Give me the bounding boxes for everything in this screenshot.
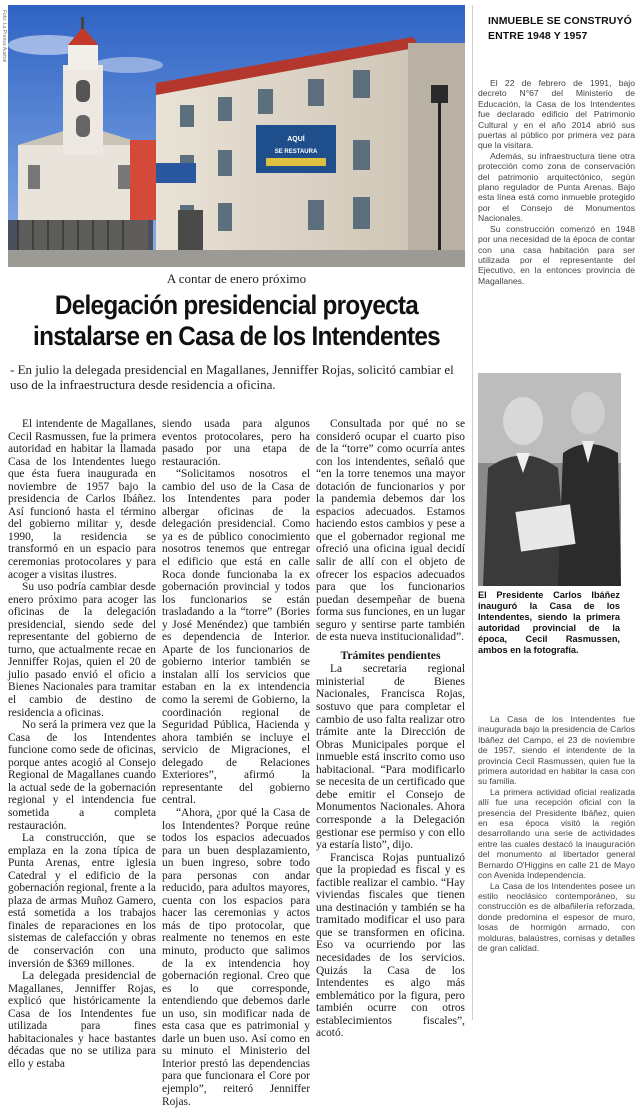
- sidebar-paragraph: El 22 de febrero de 1991, bajo decreto N°67 del Ministerio de Educación, la Casa de los Intendentes fue declarado edificio del Patrimonio Cultural y en el año 2014 abrió sus puertas al público por primera vez para que la visitara.: [478, 78, 635, 151]
- article-paragraph: Su uso podría cambiar desde enero próximo para acoger las oficinas de la delegación presidencial, siendo sede del representante del gobierno de turno, que actualmente recae en Jenniffer Rojas, quien el 20 de julio pasado envió el oficio a Bienes Nacionales para tramitar el cambio de destino de residencia a oficinas.: [8, 581, 156, 719]
- article-lead: - En julio la delegada presidencial en Magallanes, Jenniffer Rojas, solicitó cambiar el uso de la infraestructura desde residencia a oficina.: [10, 362, 454, 392]
- article-paragraph: La construcción, que se emplaza en la zona típica de Punta Arenas, entre iglesia Catedral y el edificio de la gobernación regional, frente a la plaza de armas Muñoz Gamero, está sometida a los trabajos finales de reparaciones en los sistemas de calefacción y obras de conservación con una inversión de $369 millones.: [8, 832, 156, 970]
- article-paragraph: siendo usada para algunos eventos protocolares, pero ha pasado por una etapa de restauración.: [162, 418, 310, 468]
- historic-photo-illustration: [478, 373, 621, 586]
- historic-photo: [478, 373, 621, 586]
- article-subheading: Trámites pendientes: [340, 648, 441, 662]
- article-column-1: [8, 418, 156, 1070]
- article-paragraph: La delegada presidencial de Magallanes, Jenniffer Rojas, explicó que históricamente la Casa de los Intendentes fue utilizada para fines habitacionales y hace bastantes décadas que no se utiliza para ello y estaba: [8, 970, 156, 1070]
- article-headline: Delegación presidencial proyecta instalarse en Casa de los Intendentes: [33, 290, 440, 351]
- photo-credit: Foto: La Prensa Austral: [1, 10, 7, 63]
- sidebar-paragraph: La primera actividad oficial realizada allí fue una recepción oficial con la presencia del Presidente Ibáñez, quien en esa época visitó la región desarrollando una serie de actividades entre las cuales destacó la inauguración del monumento al libertador general Bernardo O'Higgins en calle 21 de Mayo con Avenida Independencia.: [478, 786, 635, 881]
- sidebar-paragraph: Además, su infraestructura tiene otra protección como zona de conservación del patrimonio arquitectónico, según plano regulador de Punta Arenas. Bajo esta línea está como inmueble protegido por el Consejo de Monumentos Nacionales.: [478, 150, 635, 224]
- article-paragraph: Francisca Rojas puntualizó que la propiedad es fiscal y es factible realizar el cambio. “Hay viviendas fiscales que tienen una destinación y también se ha tramitado modificar el uso para que se transformen en oficina. Eso va ocurriendo por las necesidades de los servicios. Quizás la Casa de los Intendentes es algo más emblemático por la figura, pero también ocurre con otros establecimientos fiscales”, acotó.: [316, 851, 465, 1040]
- sidebar-text-bottom: [478, 714, 635, 953]
- banner-line-1: AQUÍ: [287, 136, 305, 143]
- article-column-3: [316, 418, 465, 1040]
- article-paragraph: Consultada por qué no se consideró ocupar el cuarto piso de la “torre” como ocurría antes con los intendentes, señaló que “en la torre tenemos una mayor dotación de funcionarios y por la pandemia debemos dar los espacios adecuados. Estamos haciendo estos cambios y pese a que el gobernador regional me ofreció una oficina igual decidí salir de allí con el objeto de ofrecer los espacios adecuados para que los funcionarios puedan desempeñar de buena forma sus funciones, en un lugar seguro y sentirse parte también de esta nueva institucionalidad”.: [316, 418, 465, 644]
- sidebar-paragraph: La Casa de los Intendentes fue inaugurada bajo la presidencia de Carlos Ibáñez del Campo, el 23 de noviembre de 1957, siendo el intendente de la provincia Cecil Rasmussen, quien fue la primera autoridad en habitar la casa con su familia.: [478, 714, 635, 787]
- article-kicker: A contar de enero próximo: [166, 271, 307, 286]
- article-paragraph: La secretaria regional ministerial de Bienes Nacionales, Francisca Rojas, sostuvo que para completar el cambio de uso falta realizar otro trámite ante la Dirección de Obras Municipales porque el inmueble está inscrito como uso habitacional. “Para modificarlo se necesita de un certificado que debe emitir el Consejo de Monumentos Nacionales. Ahora corresponde a la Delegación gestionar ese permiso y con ello ya estaría listo”, dijo.: [316, 663, 465, 852]
- sidebar-paragraph: Su construcción comenzó en 1948 por una necesidad de la época de contar con una casa habitación para ser utilizada por el representante del Ejecutivo, en la entonces provincia de Magallanes.: [478, 223, 635, 286]
- sidebar-paragraph: La Casa de los Intendentes posee un estilo neoclásico contemporáneo, su construcción es de albañilería reforzada, donde predomina el espesor de muro, losas de hormigón armado, con molduras, balaústres, cornisas y detalles de gran calidad.: [478, 880, 635, 953]
- sidebar-title: INMUEBLE SE CONSTRUYÓ ENTRE 1948 Y 1957: [488, 15, 632, 42]
- article-column-2: [162, 418, 310, 1108]
- article-paragraph: No será la primera vez que la Casa de los Intendentes funcione como sede de oficinas, porque antes acogió al Consejo Regional de Magallanes cuando la actual sede de la gobernación regional y el intendencia fue sometida a completa restauración.: [8, 719, 156, 832]
- article-paragraph: El intendente de Magallanes, Cecil Rasmussen, fue la primera autoridad en habitar la llamada Casa de los Intendentes luego que ésta fuera inaugurada en noviembre de 1957 bajo la presidencia de Carlos Ibáñez. Así funcionó hasta el término del gobierno militar y, desde 1990, la residencia se transformó en un espacio para ceremonias protocolares y para acoger a visitas ilustres.: [8, 418, 156, 581]
- main-photo: [8, 5, 465, 267]
- banner-line-2: SE RESTAURA: [274, 149, 318, 155]
- sidebar-text-top: [478, 78, 635, 286]
- article-paragraph: “Solicitamos nosotros el cambio del uso de la Casa de los Intendentes para poder albergar oficinas de la delegación presidencial. Como ya es de público conocimiento nosotros tenemos que entregar el edificio que está en calle Roca donde funcionaba la ex gobernación provincial y todos los funcionarios se están trasladando a la “torre” (Bories y José Menéndez) que también es dependencia de Interior. Aparte de los funcionarios de gobierno interior también se instalan allí los servicios que estaban en la ex intendencia como la seremi de Gobierno, la coordinación regional de Seguridad Pública, Hacienda y ahora también se incluye el servicio de Migraciones, el delegado de Relaciones Exteriores”, afirmó la representante del gobierno central.: [162, 468, 310, 807]
- article-paragraph: “Ahora, ¿por qué la Casa de los Intendentes? Porque reúne todos los espacios adecuados para un buen desplazamiento, un buen ingreso, sobre todo para personas con andar reducido, para adultos mayores, cuenta con los espacios para hacer las ceremonias y actos más de tipo protocolar, que realmente no tenemos en este minuto, producto que salimos de la ex intendencia hoy gobernación regional. Creo que es lo que corresponde, entendiendo que debemos darle un uso, sin modificar nada de esta casa que es patrimonial y darle un buen uso. Así como en su minuto el Ministerio del Interior prestó las dependencias para que funcionara el Core por ejemplo”, reiteró Jenniffer Rojas.: [162, 806, 310, 1108]
- photo-caption: El Presidente Carlos Ibáñez inauguró la Casa de los Intendentes, siendo la primera autoridad provincial de la época, Cecil Rasmussen, ambos en la fotografía.: [478, 590, 620, 655]
- building-photo-illustration: [8, 5, 465, 267]
- column-divider: [472, 5, 473, 1020]
